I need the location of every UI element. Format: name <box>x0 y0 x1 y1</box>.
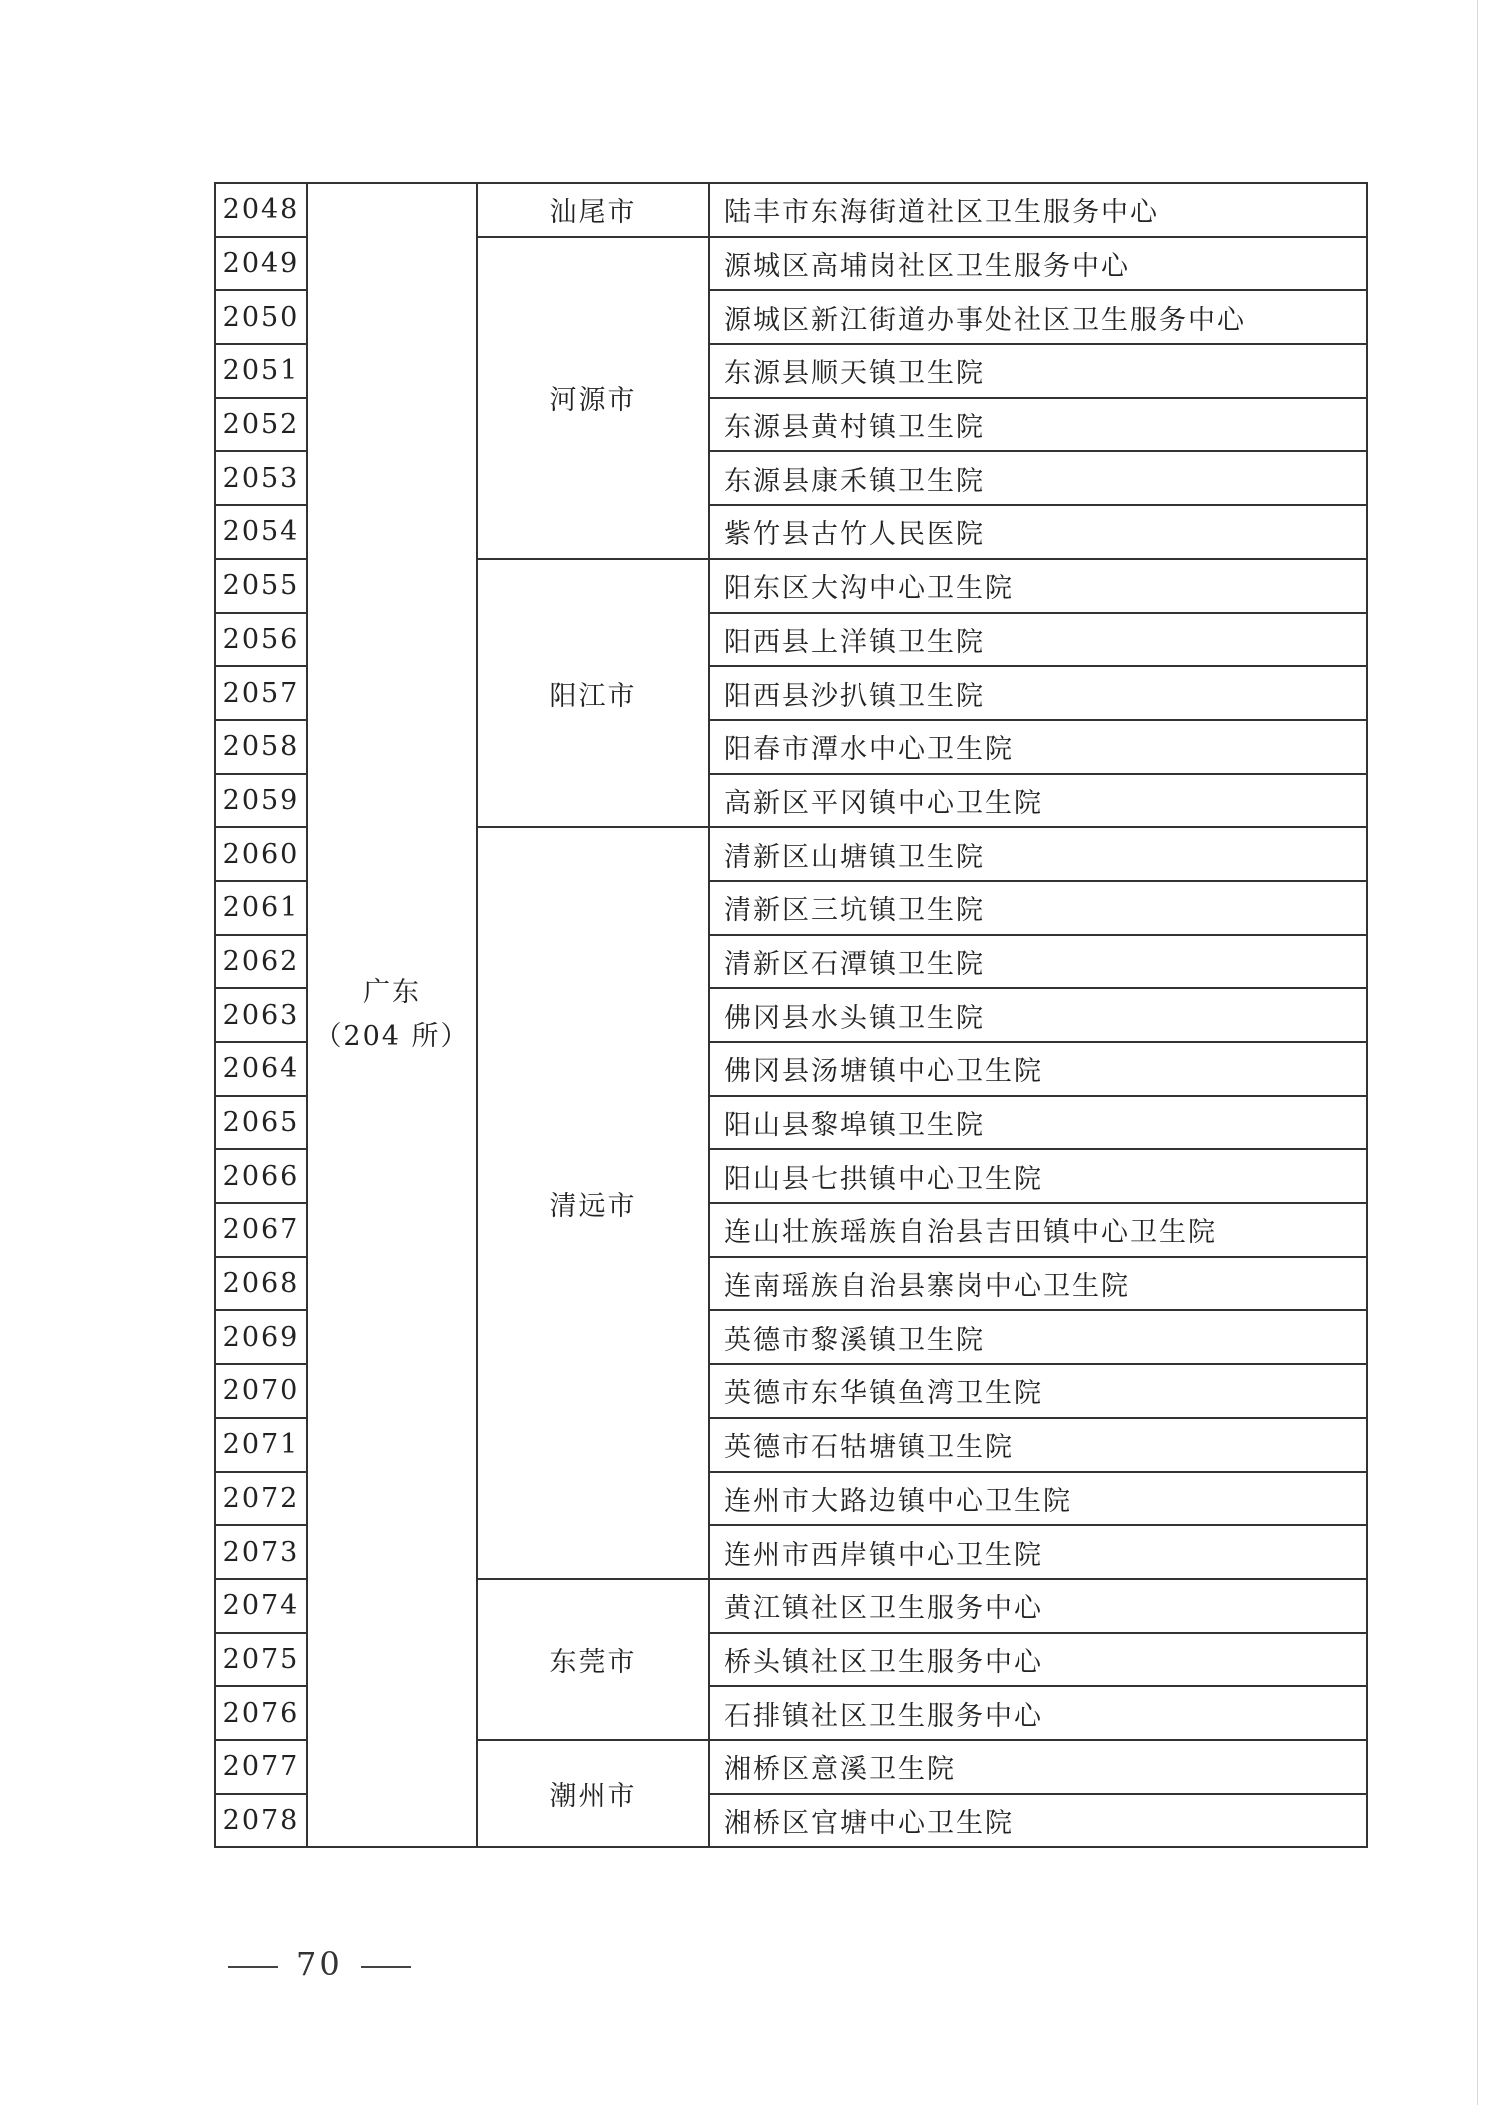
row-number: 2050 <box>215 290 307 344</box>
institution-name: 湘桥区意溪卫生院 <box>709 1740 1367 1794</box>
row-number: 2049 <box>215 237 307 291</box>
institution-name: 连山壮族瑶族自治县吉田镇中心卫生院 <box>709 1203 1367 1257</box>
table-row <box>215 183 1367 237</box>
page-edge <box>1477 0 1478 2105</box>
institution-name: 湘桥区官塘中心卫生院 <box>709 1794 1367 1848</box>
institution-name: 阳东区大沟中心卫生院 <box>709 559 1367 613</box>
city-cell: 清远市 <box>477 827 709 1579</box>
row-number: 2065 <box>215 1096 307 1150</box>
row-number: 2071 <box>215 1418 307 1472</box>
row-number: 2064 <box>215 1042 307 1096</box>
row-number: 2052 <box>215 398 307 452</box>
institution-name: 高新区平冈镇中心卫生院 <box>709 774 1367 828</box>
page-number: 70 <box>296 1945 343 1983</box>
row-number: 2051 <box>215 344 307 398</box>
row-number: 2055 <box>215 559 307 613</box>
row-number: 2066 <box>215 1149 307 1203</box>
city-cell: 阳江市 <box>477 559 709 827</box>
row-number: 2058 <box>215 720 307 774</box>
footer-dash-right <box>361 1966 411 1968</box>
institution-name: 东源县黄村镇卫生院 <box>709 398 1367 452</box>
institution-name: 清新区石潭镇卫生院 <box>709 935 1367 989</box>
row-number: 2059 <box>215 774 307 828</box>
institution-name: 石排镇社区卫生服务中心 <box>709 1686 1367 1740</box>
row-number: 2053 <box>215 451 307 505</box>
institution-name: 佛冈县汤塘镇中心卫生院 <box>709 1042 1367 1096</box>
institution-name: 佛冈县水头镇卫生院 <box>709 988 1367 1042</box>
institution-name: 英德市石牯塘镇卫生院 <box>709 1418 1367 1472</box>
row-number: 2067 <box>215 1203 307 1257</box>
row-number: 2072 <box>215 1472 307 1526</box>
row-number: 2048 <box>215 183 307 237</box>
row-number: 2069 <box>215 1310 307 1364</box>
institution-name: 清新区山塘镇卫生院 <box>709 827 1367 881</box>
row-number: 2056 <box>215 613 307 667</box>
institution-name: 英德市东华镇鱼湾卫生院 <box>709 1364 1367 1418</box>
row-number: 2077 <box>215 1740 307 1794</box>
institution-name: 紫竹县古竹人民医院 <box>709 505 1367 559</box>
row-number: 2068 <box>215 1257 307 1311</box>
table-body <box>215 183 1367 1847</box>
city-cell: 河源市 <box>477 237 709 559</box>
city-cell: 潮州市 <box>477 1740 709 1847</box>
institution-table <box>214 182 1368 1848</box>
city-cell: 东莞市 <box>477 1579 709 1740</box>
province-count: （204 所） <box>314 1021 470 1053</box>
row-number: 2075 <box>215 1633 307 1687</box>
row-number: 2061 <box>215 881 307 935</box>
row-number: 2078 <box>215 1794 307 1848</box>
institution-name: 源城区高埔岗社区卫生服务中心 <box>709 237 1367 291</box>
institution-name: 阳山县七拱镇中心卫生院 <box>709 1149 1367 1203</box>
city-cell: 汕尾市 <box>477 183 709 237</box>
institution-name: 清新区三坑镇卫生院 <box>709 881 1367 935</box>
row-number: 2060 <box>215 827 307 881</box>
row-number: 2074 <box>215 1579 307 1633</box>
row-number: 2076 <box>215 1686 307 1740</box>
page-footer <box>210 1945 429 1983</box>
province-name: 广东 <box>363 977 421 1009</box>
institution-name: 英德市黎溪镇卫生院 <box>709 1310 1367 1364</box>
institution-name: 阳西县上洋镇卫生院 <box>709 613 1367 667</box>
row-number: 2073 <box>215 1525 307 1579</box>
row-number: 2062 <box>215 935 307 989</box>
province-cell <box>307 183 477 1847</box>
institution-name: 源城区新江街道办事处社区卫生服务中心 <box>709 290 1367 344</box>
institution-name: 阳春市潭水中心卫生院 <box>709 720 1367 774</box>
institution-name: 黄江镇社区卫生服务中心 <box>709 1579 1367 1633</box>
institution-name: 桥头镇社区卫生服务中心 <box>709 1633 1367 1687</box>
institution-name: 连州市西岸镇中心卫生院 <box>709 1525 1367 1579</box>
row-number: 2054 <box>215 505 307 559</box>
institution-name: 连州市大路边镇中心卫生院 <box>709 1472 1367 1526</box>
institution-name: 陆丰市东海街道社区卫生服务中心 <box>709 183 1367 237</box>
institution-name: 东源县顺天镇卫生院 <box>709 344 1367 398</box>
row-number: 2057 <box>215 666 307 720</box>
institution-name: 阳山县黎埠镇卫生院 <box>709 1096 1367 1150</box>
institution-name: 阳西县沙扒镇卫生院 <box>709 666 1367 720</box>
institution-name: 东源县康禾镇卫生院 <box>709 451 1367 505</box>
row-number: 2070 <box>215 1364 307 1418</box>
institution-name: 连南瑶族自治县寨岗中心卫生院 <box>709 1257 1367 1311</box>
footer-dash-left <box>228 1966 278 1968</box>
row-number: 2063 <box>215 988 307 1042</box>
